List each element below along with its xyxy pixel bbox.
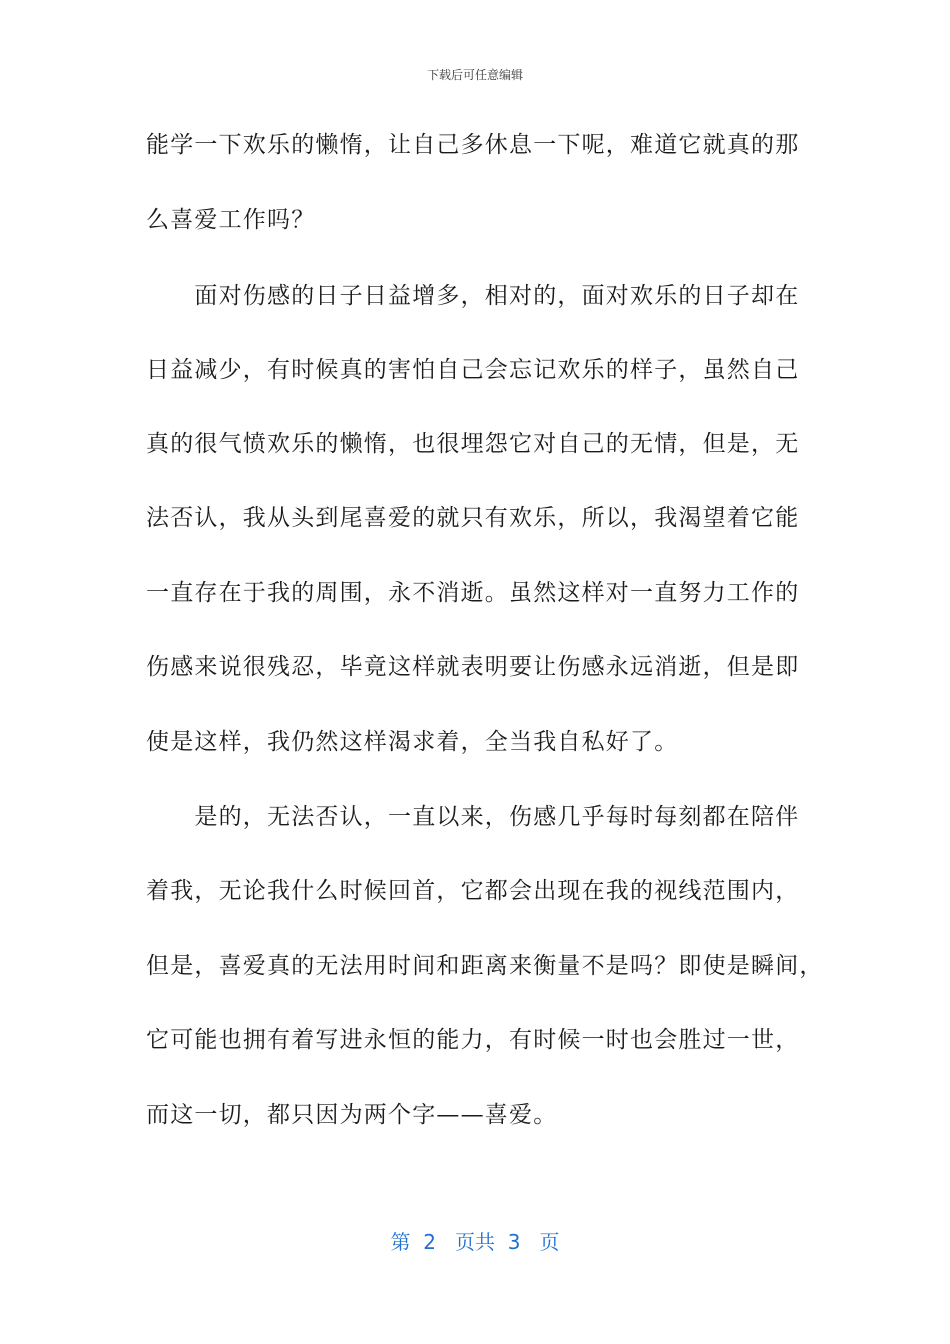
text-line: 伤感来说很残忍，毕竟这样就表明要让伤感永远消逝，但是即 bbox=[146, 654, 800, 680]
text-line: 日益减少，有时候真的害怕自己会忘记欢乐的样子，虽然自己 bbox=[146, 357, 800, 383]
text-line: 一直存在于我的周围，永不消逝。虽然这样对一直努力工作的 bbox=[146, 580, 800, 606]
text-line: 它可能也拥有着写进永恒的能力，有时候一时也会胜过一世， bbox=[146, 1027, 800, 1053]
text-line: 使是这样，我仍然这样渴求着，全当我自私好了。 bbox=[146, 729, 679, 755]
text-line: 真的很气愤欢乐的懒惰，也很埋怨它对自己的无情，但是，无 bbox=[146, 431, 800, 457]
text-line: 面对伤感的日子日益增多，相对的，面对欢乐的日子却在 bbox=[146, 283, 800, 309]
page-number: 第 2 页共 3 页 bbox=[390, 1230, 560, 1254]
text-line: 么喜爱工作吗？ bbox=[146, 207, 316, 233]
text-line: 法否认，我从头到尾喜爱的就只有欢乐，所以，我渴望着它能 bbox=[146, 505, 800, 531]
text-line: 着我，无论我什么时候回首，它都会出现在我的视线范围内， bbox=[146, 878, 800, 904]
header-note: 下载后可任意编辑 bbox=[426, 68, 523, 82]
text-line: 是的，无法否认，一直以来，伤感几乎每时每刻都在陪伴 bbox=[146, 804, 800, 830]
text-line: 能学一下欢乐的懒惰，让自己多休息一下呢，难道它就真的那 bbox=[146, 132, 800, 158]
text-line: 但是，喜爱真的无法用时间和距离来衡量不是吗？即使是瞬间， bbox=[146, 953, 824, 979]
text-line: 而这一切，都只因为两个字——喜爱。 bbox=[146, 1102, 558, 1128]
